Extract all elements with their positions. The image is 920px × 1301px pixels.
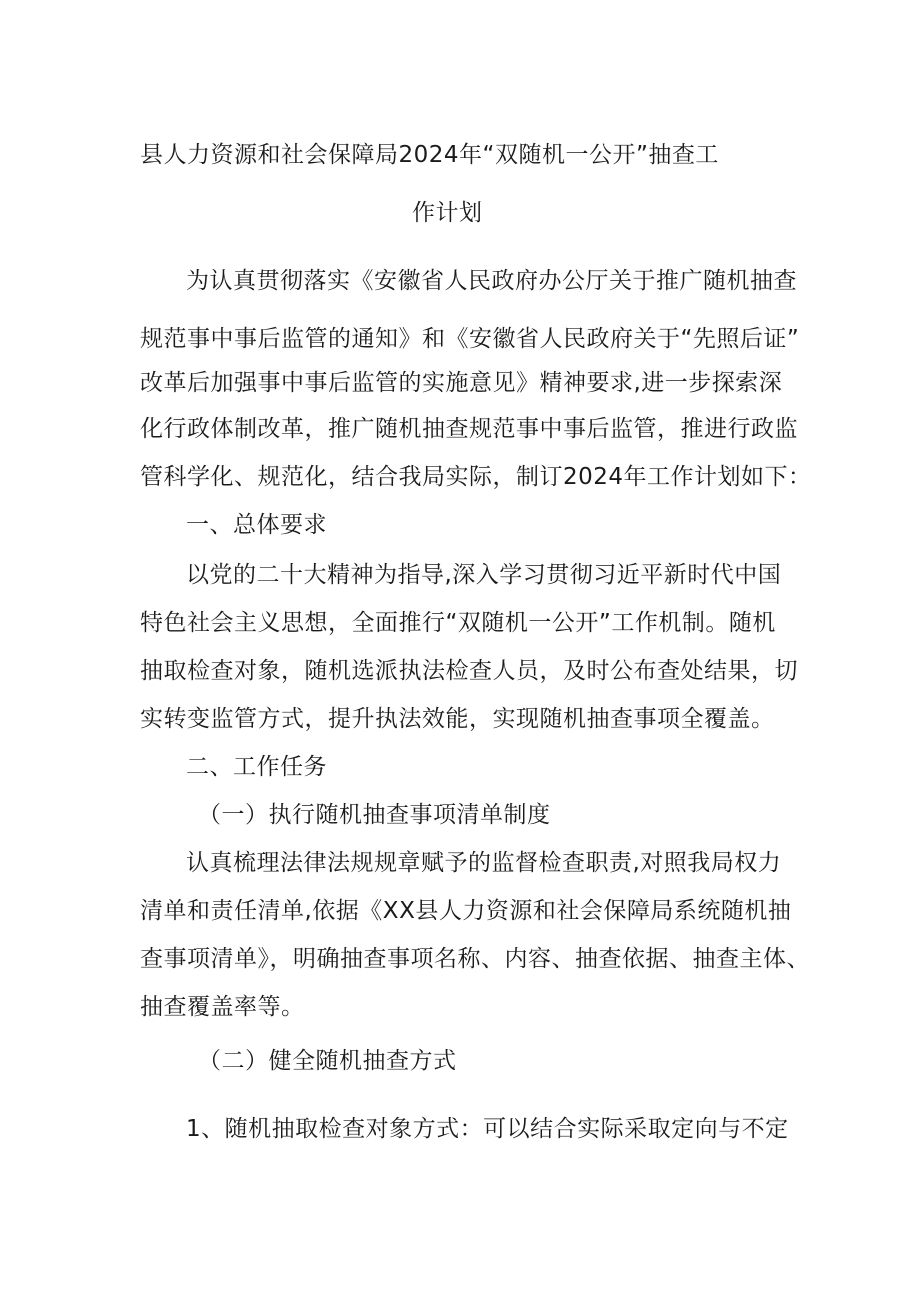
- subsection-heading-1: （一）执行随机抽查事项清单制度: [198, 802, 551, 828]
- paragraph-requirements-line-2: 特色社会主义思想，全面推行“双随机一公开”工作机制。随机: [140, 610, 776, 636]
- section-heading-1: 一、总体要求: [186, 512, 327, 538]
- section-heading-2: 二、工作任务: [186, 754, 327, 780]
- document-title-line-2: 作计划: [412, 200, 483, 226]
- paragraph-intro-line-5: 管科学化、规范化，结合我局实际，制订2024年工作计划如下：: [140, 464, 812, 490]
- subsection-heading-2: （二）健全随机抽查方式: [198, 1048, 457, 1074]
- paragraph-intro-line-1: 为认真贯彻落实《安徽省人民政府办公厅关于推广随机抽查: [186, 268, 797, 294]
- paragraph-checklist-line-2: 清单和责任清单,依据《XX县人力资源和社会保障局系统随机抽: [140, 898, 792, 924]
- paragraph-requirements-line-1: 以党的二十大精神为指导,深入学习贯彻习近平新时代中国: [186, 562, 782, 588]
- paragraph-intro-line-4: 化行政体制改革，推广随机抽查规范事中事后监管，推进行政监: [140, 416, 798, 442]
- paragraph-requirements-line-3: 抽取检查对象，随机选派执法检查人员，及时公布查处结果，切: [140, 658, 798, 684]
- paragraph-checklist-line-1: 认真梳理法律法规规章赋予的监督检查职责,对照我局权力: [186, 850, 782, 876]
- document-title-line-1: 县人力资源和社会保障局2024年“双随机一公开”抽查工: [140, 142, 719, 168]
- paragraph-checklist-line-4: 抽查覆盖率等。: [140, 994, 305, 1020]
- paragraph-intro-line-2: 规范事中事后监管的通知》和《安徽省人民政府关于“先照后证”: [140, 326, 800, 352]
- paragraph-checklist-line-3: 查事项清单》，明确抽查事项名称、内容、抽查依据、抽查主体、: [140, 946, 810, 972]
- paragraph-intro-line-3: 改革后加强事中事后监管的实施意见》精神要求,进一步探索深: [140, 370, 783, 396]
- numbered-item-1: 1、随机抽取检查对象方式：可以结合实际采取定向与不定: [186, 1116, 789, 1142]
- paragraph-requirements-line-4: 实转变监管方式，提升执法效能，实现随机抽查事项全覆盖。: [140, 706, 775, 732]
